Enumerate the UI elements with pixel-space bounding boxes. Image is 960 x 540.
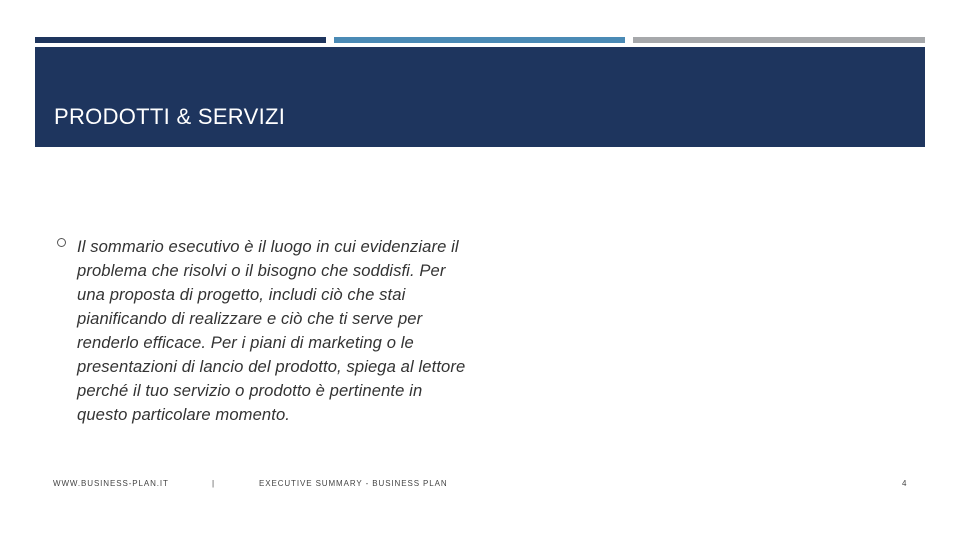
slide-title: PRODOTTI & SERVIZI <box>54 104 286 129</box>
footer-url: WWW.BUSINESS-PLAN.IT <box>53 479 169 488</box>
page-number: 4 <box>902 479 908 488</box>
accent-stripe-gray <box>633 37 925 43</box>
accent-stripe-light-blue <box>334 37 625 43</box>
circle-outline-bullet-icon <box>57 238 66 247</box>
footer-separator: | <box>212 479 215 488</box>
accent-stripe-dark-blue <box>35 37 326 43</box>
bullet-text: Il sommario esecutivo è il luogo in cui evidenziare il problema che risolvi o il bisogno che soddisfi. Per una proposta di progetto, includi ciò che stai pianificando di realizzare e ciò che ti serve per renderlo efficace. Per i piani di marketing o le presentazioni di lancio del prodotto, spiega al lettore perché il tuo servizio o prodotto è pertinente in questo particolare momento. <box>77 237 466 424</box>
footer-title: EXECUTIVE SUMMARY - BUSINESS PLAN <box>259 479 448 488</box>
title-bar <box>35 47 925 147</box>
